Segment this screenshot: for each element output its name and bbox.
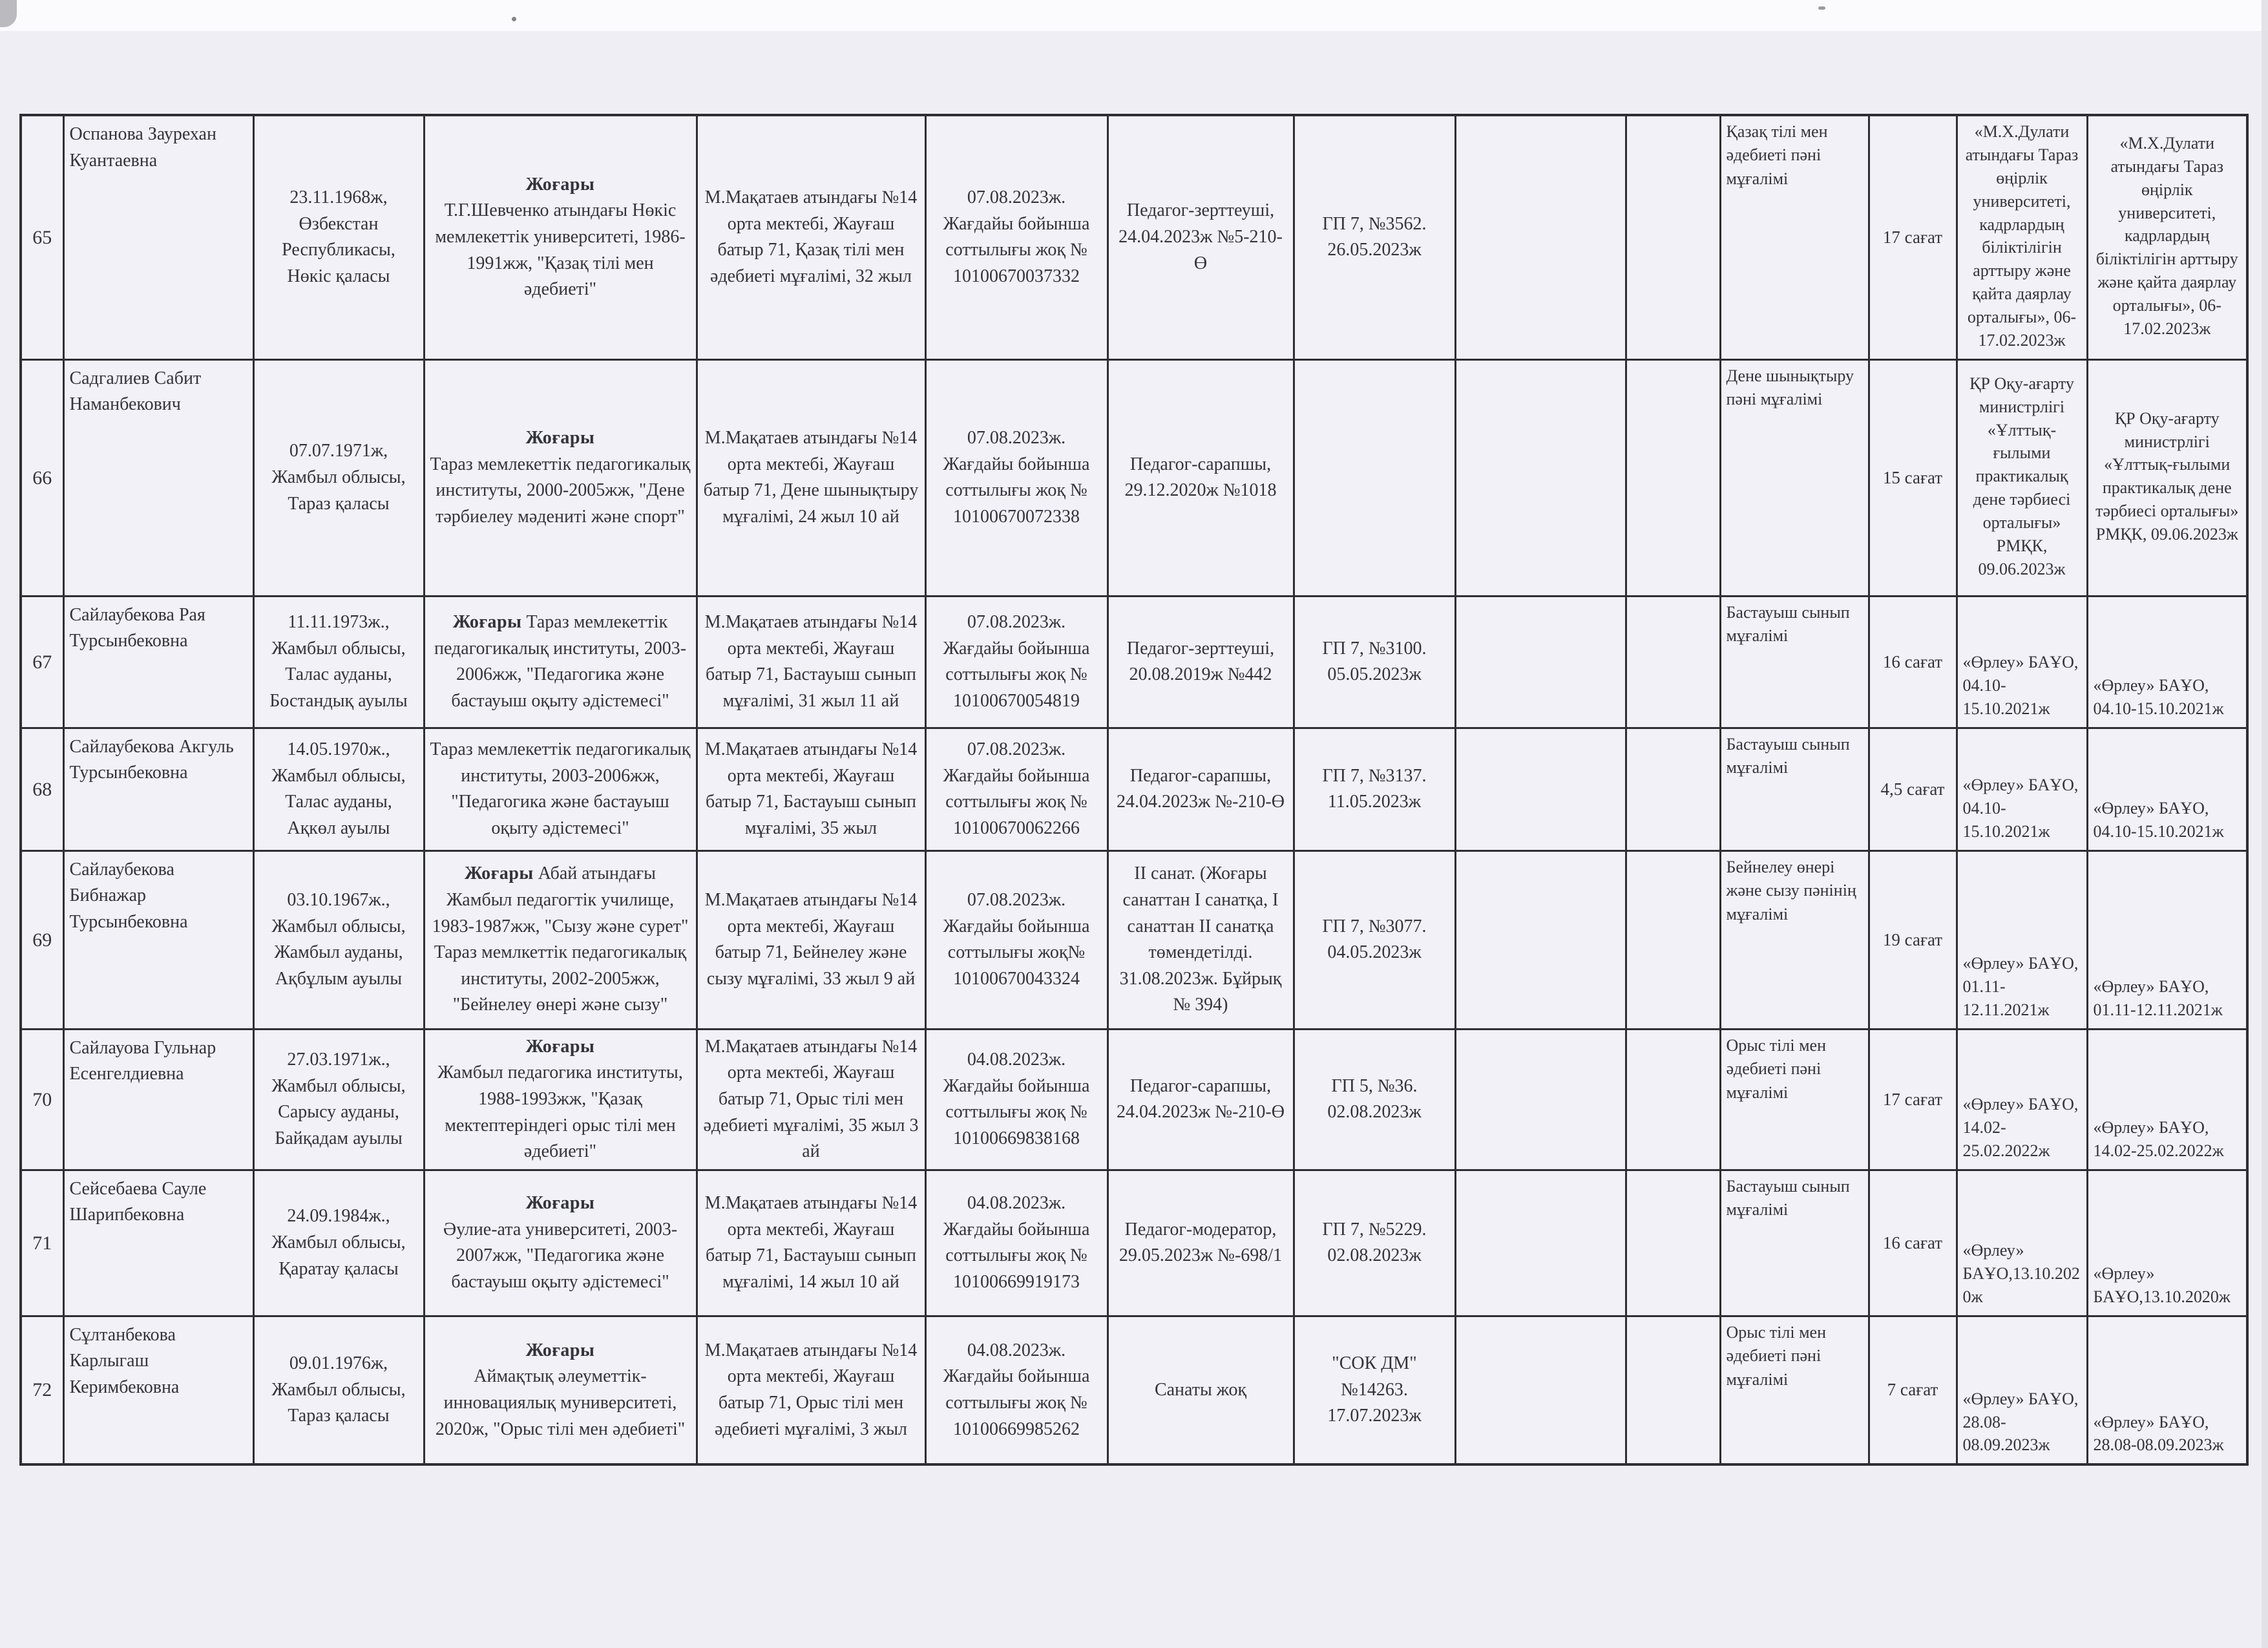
cell-blank — [1626, 596, 1720, 728]
education-level-label: Жоғары — [525, 428, 595, 449]
cell-pedagog-category: Педагог-зерттеуші, 20.08.2019ж №442 — [1108, 596, 1294, 728]
cell-education — [424, 1316, 697, 1464]
cell-course-1: «Өрлеу» БАҰО, 04.10-15.10.2021ж — [1957, 596, 2087, 728]
cell-workplace-position: М.Мақатаев атындағы №14 орта мектебі, Жауғаш батыр 71, Бейнелеу және сызу мұғалімі, 33 жыл 9 ай — [697, 850, 925, 1029]
cell-teacher-name: Садгалиев Сабит Наманбекович — [63, 359, 253, 596]
cell-blank — [1455, 1029, 1626, 1170]
cell-blank — [1455, 115, 1626, 359]
cell-pedagog-category: Санаты жоқ — [1108, 1316, 1294, 1464]
cell-workplace-position: М.Мақатаев атындағы №14 орта мектебі, Жауғаш батыр 71, Қазақ тілі мен әдебиеті мұғалімі, 32 жыл — [697, 115, 925, 359]
cell-subject-taught: Қазақ тілі мен әдебиеті пәні мұғалімі — [1720, 115, 1869, 359]
table-row — [21, 850, 2247, 1029]
cell-subject-taught: Орыс тілі мен әдебиеті пәні мұғалімі — [1720, 1029, 1869, 1170]
cell-teacher-name: Сейсебаева Сауле Шарипбековна — [63, 1170, 253, 1316]
education-detail: Аймақтық әлеуметтік-инновациялық муниверситеті, 2020ж, "Орыс тілі мен әдебиеті" — [435, 1366, 686, 1439]
education-detail: Тараз мемлекеттік педагогикалық институты, 2003-2006жж, "Педагогика және бастауыш оқыту әдістемесі" — [434, 612, 687, 711]
education-detail: Әулие-ата университеті, 2003-2007жж, "Педагогика және бастауыш оқыту әдістемесі" — [443, 1219, 678, 1292]
cell-row-number: 67 — [21, 596, 63, 728]
cell-course-1: «Өрлеу» БАҰО,13.10.2020ж — [1957, 1170, 2087, 1316]
cell-teacher-name: Сайлаубекова Рая Турсынбековна — [63, 596, 253, 728]
cell-row-number: 71 — [21, 1170, 63, 1316]
education-detail: Жамбыл педагогика институты, 1988-1993жж, "Қазақ мектептеріндегі орыс тілі мен әдебиеті" — [437, 1062, 683, 1162]
table-row — [21, 1029, 2247, 1170]
cell-birth-info: 11.11.1973ж., Жамбыл облысы, Талас ауданы, Бостандық ауылы — [253, 596, 424, 728]
cell-birth-info: 27.03.1971ж., Жамбыл облысы, Сарысу ауданы, Байқадам ауылы — [253, 1029, 424, 1170]
cell-teacher-name: Сайлаубекова Бибнажар Турсынбековна — [63, 850, 253, 1029]
cell-birth-info: 24.09.1984ж., Жамбыл облысы, Қаратау қаласы — [253, 1170, 424, 1316]
cell-row-number: 70 — [21, 1029, 63, 1170]
table-row — [21, 359, 2247, 596]
cell-course-2: «Өрлеу» БАҰО, 14.02-25.02.2022ж — [2087, 1029, 2247, 1170]
cell-weekly-hours: 16 сағат — [1869, 596, 1957, 728]
cell-pedagog-category: Педагог-сарапшы, 24.04.2023ж №-210-Ө — [1108, 728, 1294, 850]
cell-blank — [1455, 596, 1626, 728]
cell-weekly-hours: 15 сағат — [1869, 359, 1957, 596]
cell-birth-info: 03.10.1967ж., Жамбыл облысы, Жамбыл ауданы, Ақбұлым ауылы — [253, 850, 424, 1029]
scan-speck — [1818, 6, 1825, 10]
cell-course-2: «Өрлеу» БАҰО, 28.08-08.09.2023ж — [2087, 1316, 2247, 1464]
cell-subject-taught: Бастауыш сынып мұғалімі — [1720, 1170, 1869, 1316]
cell-criminal-record-check: 07.08.2023ж. Жағдайы бойынша соттылығы жоқ№ 10100670043324 — [925, 850, 1108, 1029]
cell-criminal-record-check: 07.08.2023ж. Жағдайы бойынша соттылығы жоқ № 10100670072338 — [925, 359, 1108, 596]
education-level-label: Жоғары — [525, 1193, 595, 1214]
cell-workplace-position: М.Мақатаев атындағы №14 орта мектебі, Жауғаш батыр 71, Орыс тілі мен әдебиеті мұғалімі, 3 жыл — [697, 1316, 925, 1464]
cell-blank — [1455, 359, 1626, 596]
cell-teacher-name: Сұлтанбекова Карлыгаш Керимбековна — [63, 1316, 253, 1464]
cell-blank — [1455, 728, 1626, 850]
cell-row-number: 66 — [21, 359, 63, 596]
cell-criminal-record-check: 04.08.2023ж. Жағдайы бойынша соттылығы жоқ № 10100669985262 — [925, 1316, 1108, 1464]
cell-course-2: «М.Х.Дулати атындағы Тараз өңірлік университеті, кадрлардың біліктілігін арттыру және қайта даярлау орталығы», 06-17.02.2023ж — [2087, 115, 2247, 359]
cell-attestation: ГП 7, №3077. 04.05.2023ж — [1294, 850, 1455, 1029]
cell-pedagog-category: ІІ санат. (Жоғары санаттан І санатқа, І санаттан ІІ санатқа төмендетілді. 31.08.2023ж. Бұйрық № 394) — [1108, 850, 1294, 1029]
cell-criminal-record-check: 04.08.2023ж. Жағдайы бойынша соттылығы жоқ № 10100669919173 — [925, 1170, 1108, 1316]
education-detail: Тараз мемлекеттік педагогикалық институты, 2000-2005жж, "Дене тәрбиелеу мәдениті және спорт" — [430, 454, 691, 527]
cell-blank — [1626, 1170, 1720, 1316]
table-row — [21, 1170, 2247, 1316]
cell-weekly-hours: 17 сағат — [1869, 115, 1957, 359]
cell-row-number: 72 — [21, 1316, 63, 1464]
cell-education — [424, 1029, 697, 1170]
cell-row-number: 69 — [21, 850, 63, 1029]
cell-education — [424, 728, 697, 850]
cell-blank — [1626, 728, 1720, 850]
cell-birth-info: 14.05.1970ж., Жамбыл облысы, Талас ауданы, Ақкөл ауылы — [253, 728, 424, 850]
cell-subject-taught: Орыс тілі мен әдебиеті пәні мұғалімі — [1720, 1316, 1869, 1464]
cell-course-2: «Өрлеу» БАҰО, 01.11-12.11.2021ж — [2087, 850, 2247, 1029]
cell-education — [424, 359, 697, 596]
cell-attestation: ГП 7, №5229. 02.08.2023ж — [1294, 1170, 1455, 1316]
cell-course-1: «Өрлеу» БАҰО, 04.10-15.10.2021ж — [1957, 728, 2087, 850]
cell-attestation — [1294, 359, 1455, 596]
teacher-registry-table — [19, 114, 2249, 1466]
cell-course-1: «М.Х.Дулати атындағы Тараз өңірлік университеті, кадрлардың біліктілігін арттыру және қайта даярлау орталығы», 06-17.02.2023ж — [1957, 115, 2087, 359]
table-row — [21, 1316, 2247, 1464]
cell-weekly-hours: 16 сағат — [1869, 1170, 1957, 1316]
cell-weekly-hours: 17 сағат — [1869, 1029, 1957, 1170]
cell-teacher-name: Сайлаубекова Акгуль Турсынбековна — [63, 728, 253, 850]
education-detail: Т.Г.Шевченко атындағы Нөкіс мемлекеттік университеті, 1986-1991жж, "Қазақ тілі мен әдебиеті" — [435, 200, 686, 300]
cell-attestation: ГП 7, №3137. 11.05.2023ж — [1294, 728, 1455, 850]
cell-education — [424, 850, 697, 1029]
cell-subject-taught: Дене шынықтыру пәні мұғалімі — [1720, 359, 1869, 596]
education-level-label: Жоғары — [452, 612, 522, 633]
education-detail: Абай атындағы Жамбыл педагогтік училище, 1983-1987жж, "Сызу және сурет" Тараз мемлкеттік педагогикалық институты, 2002-2005жж, "Бейнелеу өнері және сызу" — [432, 863, 689, 1015]
cell-blank — [1626, 1029, 1720, 1170]
cell-workplace-position: М.Мақатаев атындағы №14 орта мектебі, Жауғаш батыр 71, Орыс тілі мен әдебиеті мұғалімі, 35 жыл 3 ай — [697, 1029, 925, 1170]
cell-birth-info: 07.07.1971ж, Жамбыл облысы, Тараз қаласы — [253, 359, 424, 596]
cell-attestation: ГП 7, №3562. 26.05.2023ж — [1294, 115, 1455, 359]
cell-blank — [1626, 115, 1720, 359]
cell-criminal-record-check: 07.08.2023ж. Жағдайы бойынша соттылығы жоқ № 10100670062266 — [925, 728, 1108, 850]
cell-birth-info: 09.01.1976ж, Жамбыл облысы, Тараз қаласы — [253, 1316, 424, 1464]
table-row — [21, 596, 2247, 728]
education-level-label: Жоғары — [525, 174, 595, 195]
cell-birth-info: 23.11.1968ж, Өзбекстан Республикасы, Нөкіс қаласы — [253, 115, 424, 359]
cell-course-1: «Өрлеу» БАҰО, 01.11-12.11.2021ж — [1957, 850, 2087, 1029]
cell-attestation: ГП 7, №3100. 05.05.2023ж — [1294, 596, 1455, 728]
cell-course-2: ҚР Оқу-ағарту министрлігі «Ұлттық-ғылыми практикалық дене тәрбиесі орталығы» РМҚК, 09.06.2023ж — [2087, 359, 2247, 596]
cell-weekly-hours: 19 сағат — [1869, 850, 1957, 1029]
cell-course-1: ҚР Оқу-ағарту министрлігі «Ұлттық-ғылыми практикалық дене тәрбиесі орталығы» РМҚК, 09.06.2023ж — [1957, 359, 2087, 596]
cell-teacher-name: Сайлауова Гульнар Есенгелдиевна — [63, 1029, 253, 1170]
cell-weekly-hours: 7 сағат — [1869, 1316, 1957, 1464]
cell-course-1: «Өрлеу» БАҰО, 14.02-25.02.2022ж — [1957, 1029, 2087, 1170]
cell-attestation: "СОК ДМ" №14263. 17.07.2023ж — [1294, 1316, 1455, 1464]
scan-speck — [512, 17, 516, 21]
scan-top-margin — [0, 0, 2268, 31]
cell-blank — [1455, 1170, 1626, 1316]
table-row — [21, 115, 2247, 359]
cell-workplace-position: М.Мақатаев атындағы №14 орта мектебі, Жауғаш батыр 71, Бастауыш сынып мұғалімі, 31 жыл 11 ай — [697, 596, 925, 728]
cell-course-2: «Өрлеу» БАҰО,13.10.2020ж — [2087, 1170, 2247, 1316]
cell-teacher-name: Оспанова Заурехан Куантаевна — [63, 115, 253, 359]
cell-attestation: ГП 5, №36. 02.08.2023ж — [1294, 1029, 1455, 1170]
cell-workplace-position: М.Мақатаев атындағы №14 орта мектебі, Жауғаш батыр 71, Бастауыш сынып мұғалімі, 14 жыл 10 ай — [697, 1170, 925, 1316]
education-detail: Тараз мемлекеттік педагогикалық институты, 2003-2006жж, "Педагогика және бастауыш оқыту әдістемесі" — [430, 739, 691, 838]
cell-criminal-record-check: 07.08.2023ж. Жағдайы бойынша соттылығы жоқ № 10100670054819 — [925, 596, 1108, 728]
cell-blank — [1626, 1316, 1720, 1464]
scan-right-edge-shadow — [2262, 0, 2268, 1648]
cell-pedagog-category: Педагог-сарапшы, 24.04.2023ж №-210-Ө — [1108, 1029, 1294, 1170]
cell-blank — [1455, 850, 1626, 1029]
cell-course-2: «Өрлеу» БАҰО, 04.10-15.10.2021ж — [2087, 596, 2247, 728]
cell-workplace-position: М.Мақатаев атындағы №14 орта мектебі, Жауғаш батыр 71, Бастауыш сынып мұғалімі, 35 жыл — [697, 728, 925, 850]
cell-blank — [1626, 359, 1720, 596]
cell-pedagog-category: Педагог-сарапшы, 29.12.2020ж №1018 — [1108, 359, 1294, 596]
education-level-label: Жоғары — [525, 1036, 595, 1057]
cell-education — [424, 115, 697, 359]
cell-criminal-record-check: 04.08.2023ж. Жағдайы бойынша соттылығы жоқ № 10100669838168 — [925, 1029, 1108, 1170]
education-level-label: Жоғары — [525, 1340, 595, 1360]
cell-weekly-hours: 4,5 сағат — [1869, 728, 1957, 850]
cell-course-2: «Өрлеу» БАҰО, 04.10-15.10.2021ж — [2087, 728, 2247, 850]
cell-subject-taught: Бастауыш сынып мұғалімі — [1720, 596, 1869, 728]
cell-education — [424, 1170, 697, 1316]
cell-course-1: «Өрлеу» БАҰО, 28.08-08.09.2023ж — [1957, 1316, 2087, 1464]
cell-blank — [1455, 1316, 1626, 1464]
table-row — [21, 728, 2247, 850]
cell-blank — [1626, 850, 1720, 1029]
cell-subject-taught: Бастауыш сынып мұғалімі — [1720, 728, 1869, 850]
cell-row-number: 65 — [21, 115, 63, 359]
cell-row-number: 68 — [21, 728, 63, 850]
cell-criminal-record-check: 07.08.2023ж. Жағдайы бойынша соттылығы жоқ № 10100670037332 — [925, 115, 1108, 359]
cell-subject-taught: Бейнелеу өнері және сызу пәнінің мұғалімі — [1720, 850, 1869, 1029]
education-level-label: Жоғары — [465, 863, 534, 884]
cell-workplace-position: М.Мақатаев атындағы №14 орта мектебі, Жауғаш батыр 71, Дене шынықтыру мұғалімі, 24 жыл 10 ай — [697, 359, 925, 596]
cell-pedagog-category: Педагог-зерттеуші, 24.04.2023ж №5-210-Ө — [1108, 115, 1294, 359]
cell-education — [424, 596, 697, 728]
cell-pedagog-category: Педагог-модератор, 29.05.2023ж №-698/1 — [1108, 1170, 1294, 1316]
